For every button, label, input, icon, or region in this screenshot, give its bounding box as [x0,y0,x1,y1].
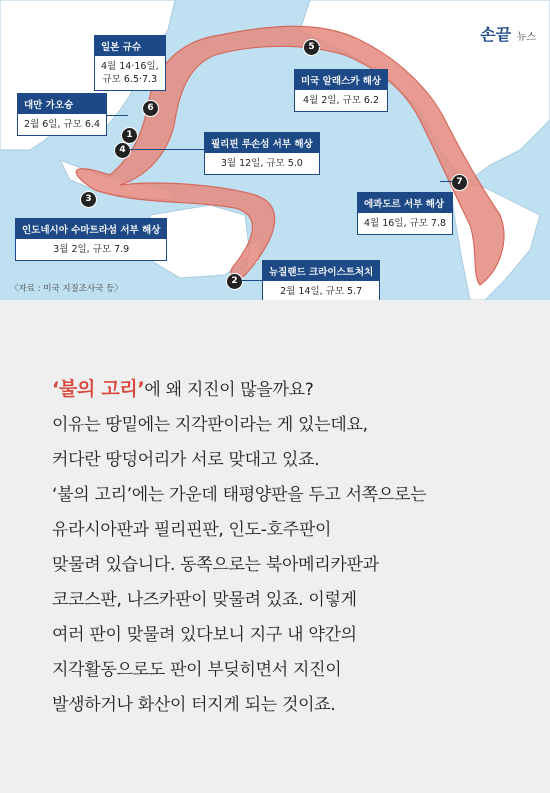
callout-taiwan-title: 대만 가오슝 [18,94,106,114]
marker-2: 2 [226,273,243,290]
callout-newzealand-line-1: 2월 14일, 규모 5.7 [280,286,363,297]
callout-alaska [294,69,388,112]
logo-sub: 뉴스 [516,32,536,43]
text-line-6: 맞물려 있습니다. 동쪽으로는 북아메리카판과 [52,555,379,575]
text-line-7: 코코스판, 나즈카판이 맞물려 있죠. 이렇게 [52,590,357,610]
ring-of-fire-map [0,0,550,300]
callout-newzealand-title: 뉴질랜드 크라이스트처치 [263,261,379,281]
marker-3: 3 [80,191,97,208]
callout-alaska-line-1: 4월 2일, 규모 6.2 [303,95,379,106]
marker-7: 7 [451,174,468,191]
text-line-10: 발생하거나 화산이 터지게 되는 것이죠. [52,695,336,715]
callout-newzealand [262,260,380,300]
explanation-text [52,372,522,723]
callout-ecuador [357,192,453,235]
callout-philippines-line-1: 3월 12일, 규모 5.0 [220,158,303,169]
callout-taiwan-line-1: 2월 6일, 규모 6.4 [24,119,100,130]
callout-japan-line-1: 4월 14·16일, [101,61,159,72]
callout-japan-title: 일본 규슈 [95,36,165,56]
text-line-2: 이유는 땅밑에는 지각판이라는 게 있는데요, [52,415,368,435]
callout-ecuador-title: 에콰도르 서부 해상 [358,193,452,213]
text-line-4: ‘불의 고리’에는 가운데 태평양판을 두고 서쪽으로는 [52,485,427,505]
logo [480,22,536,45]
text-line-8: 여러 판이 맞물려 있다보니 지구 내 약간의 [52,625,357,645]
logo-main: 손끝 [480,25,512,44]
callout-alaska-title: 미국 알래스카 해상 [295,70,387,90]
text-line-9: 지각활동으로도 판이 부딪히면서 지진이 [52,660,342,680]
marker-6: 6 [142,100,159,117]
callout-taiwan [17,93,107,136]
text-highlight: ‘불의 고리’ [52,378,145,400]
callout-japan-line-2: 규모 6.5·7.3 [102,74,158,85]
source-note: 〈자료 : 미국 지질조사국 등〉 [10,284,123,294]
marker-4: 4 [114,142,131,159]
text-line-1 [52,372,522,408]
callout-ecuador-line-1: 4월 16일, 규모 7.8 [364,218,447,229]
callout-sumatra-title: 인도네시아 수마트라섬 서부 해상 [16,219,166,239]
marker-1: 1 [121,127,138,144]
callout-philippines [204,132,320,175]
callout-sumatra-line-1: 3월 2일, 규모 7.9 [53,244,130,255]
callout-philippines-title: 필리핀 루손섬 서부 해상 [205,133,319,153]
lead-line-alaska [318,46,320,47]
lead-line-ecuador [440,181,452,182]
text-line-3: 커다란 땅덩어리가 서로 맞대고 있죠. [52,450,320,470]
marker-5: 5 [303,39,320,56]
text-line-1-rest: 에 왜 지진이 많을까요? [144,380,314,400]
callout-japan [94,35,166,91]
text-line-5: 유라시아판과 필리핀판, 인도-호주판이 [52,520,332,540]
callout-sumatra [15,218,167,261]
